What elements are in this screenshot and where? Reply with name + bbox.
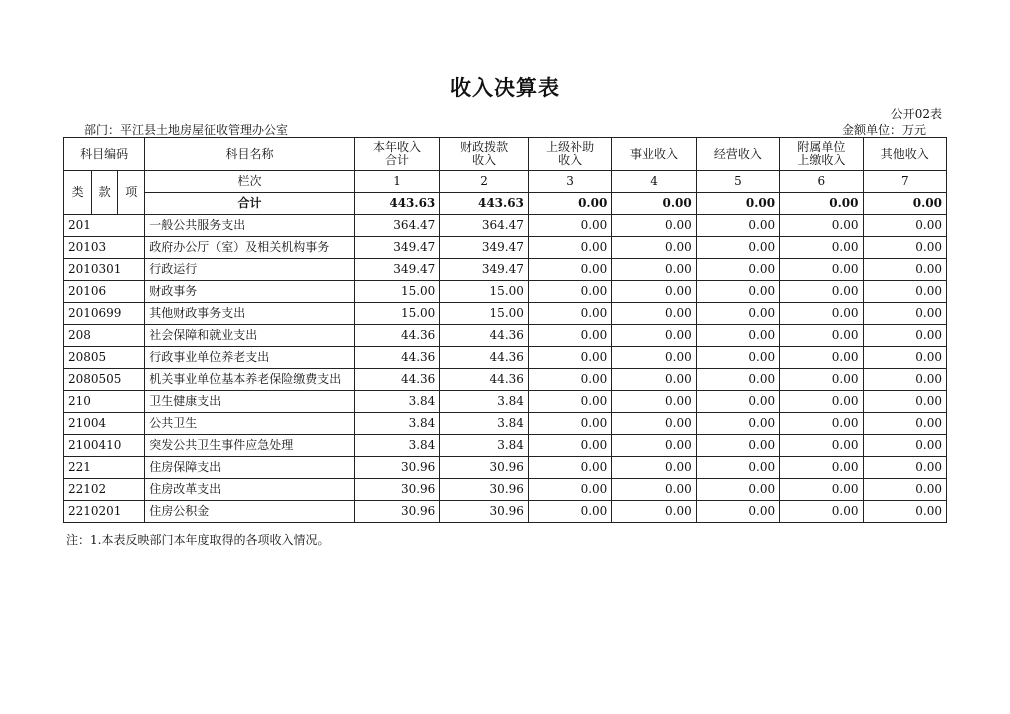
row-name: 其他财政事务支出 — [145, 303, 355, 325]
row-value: 0.00 — [863, 369, 946, 391]
row-value: 0.00 — [612, 369, 696, 391]
row-value: 0.00 — [612, 215, 696, 237]
row-name: 住房公积金 — [145, 501, 355, 523]
row-value: 0.00 — [528, 391, 611, 413]
row-value: 44.36 — [440, 347, 529, 369]
row-name: 机关事业单位基本养老保险缴费支出 — [145, 369, 355, 391]
row-value: 0.00 — [696, 479, 779, 501]
row-value: 0.00 — [863, 435, 946, 457]
row-value: 30.96 — [440, 501, 529, 523]
header-lanci: 栏次 — [145, 171, 355, 193]
row-value: 0.00 — [780, 215, 863, 237]
header-code: 科目编码 — [64, 138, 145, 171]
table-body — [64, 215, 947, 523]
row-value: 0.00 — [696, 325, 779, 347]
footnote: 注：1.本表反映部门本年度取得的各项收入情况。 — [66, 533, 330, 547]
row-value: 0.00 — [696, 215, 779, 237]
row-value: 0.00 — [780, 281, 863, 303]
row-value: 0.00 — [780, 369, 863, 391]
row-value: 0.00 — [863, 391, 946, 413]
row-value: 349.47 — [440, 237, 529, 259]
row-value: 0.00 — [528, 215, 611, 237]
row-code: 2210201 — [64, 501, 145, 523]
row-value: 0.00 — [612, 325, 696, 347]
row-value: 0.00 — [780, 259, 863, 281]
header-affiliated-income: 附属单位 上缴收入 — [780, 138, 863, 171]
row-value: 44.36 — [440, 369, 529, 391]
row-value: 3.84 — [354, 413, 439, 435]
row-name: 行政事业单位养老支出 — [145, 347, 355, 369]
table-row — [64, 347, 947, 369]
row-name: 政府办公厅（室）及相关机构事务 — [145, 237, 355, 259]
row-value: 0.00 — [528, 369, 611, 391]
row-value: 0.00 — [612, 347, 696, 369]
row-value: 0.00 — [863, 303, 946, 325]
row-value: 15.00 — [440, 281, 529, 303]
row-code: 2010699 — [64, 303, 145, 325]
row-value: 0.00 — [780, 479, 863, 501]
col-number: 4 — [612, 171, 696, 193]
row-value: 0.00 — [528, 347, 611, 369]
row-value: 0.00 — [528, 325, 611, 347]
row-value: 0.00 — [528, 237, 611, 259]
total-value: 0.00 — [528, 193, 611, 215]
table-row — [64, 237, 947, 259]
row-value: 0.00 — [528, 259, 611, 281]
total-value: 0.00 — [696, 193, 779, 215]
row-code: 2080505 — [64, 369, 145, 391]
row-value: 0.00 — [528, 457, 611, 479]
row-code: 2010301 — [64, 259, 145, 281]
row-value: 30.96 — [354, 501, 439, 523]
row-name: 住房保障支出 — [145, 457, 355, 479]
row-value: 0.00 — [612, 281, 696, 303]
row-value: 0.00 — [696, 237, 779, 259]
row-value: 30.96 — [354, 479, 439, 501]
row-value: 364.47 — [354, 215, 439, 237]
table-row — [64, 479, 947, 501]
row-value: 0.00 — [696, 413, 779, 435]
row-name: 公共卫生 — [145, 413, 355, 435]
row-value: 0.00 — [780, 237, 863, 259]
table-row — [64, 391, 947, 413]
header-other-income: 其他收入 — [863, 138, 946, 171]
row-name: 财政事务 — [145, 281, 355, 303]
col-number: 7 — [863, 171, 946, 193]
row-value: 349.47 — [440, 259, 529, 281]
total-value: 443.63 — [440, 193, 529, 215]
row-value: 0.00 — [863, 479, 946, 501]
row-value: 3.84 — [440, 435, 529, 457]
row-value: 3.84 — [440, 391, 529, 413]
table-row — [64, 259, 947, 281]
row-value: 0.00 — [780, 457, 863, 479]
col-number: 1 — [354, 171, 439, 193]
row-name: 社会保障和就业支出 — [145, 325, 355, 347]
page-title: 收入决算表 — [450, 76, 560, 100]
row-value: 0.00 — [612, 479, 696, 501]
row-code: 20106 — [64, 281, 145, 303]
row-value: 30.96 — [440, 479, 529, 501]
table-row — [64, 435, 947, 457]
row-code: 201 — [64, 215, 145, 237]
row-name: 突发公共卫生事件应急处理 — [145, 435, 355, 457]
header-name: 科目名称 — [145, 138, 355, 171]
row-value: 0.00 — [863, 215, 946, 237]
row-value: 0.00 — [528, 303, 611, 325]
row-value: 0.00 — [696, 281, 779, 303]
row-name: 卫生健康支出 — [145, 391, 355, 413]
total-label: 合计 — [145, 193, 355, 215]
row-code: 2100410 — [64, 435, 145, 457]
table-row — [64, 303, 947, 325]
row-value: 15.00 — [440, 303, 529, 325]
row-value: 0.00 — [612, 457, 696, 479]
row-value: 0.00 — [696, 435, 779, 457]
row-value: 0.00 — [696, 391, 779, 413]
row-value: 15.00 — [354, 281, 439, 303]
header-total: 本年收入 合计 — [354, 138, 439, 171]
income-table — [63, 137, 947, 523]
row-value: 0.00 — [612, 413, 696, 435]
col-number: 3 — [528, 171, 611, 193]
row-value: 44.36 — [354, 347, 439, 369]
row-value: 0.00 — [863, 457, 946, 479]
total-value: 0.00 — [863, 193, 946, 215]
row-value: 0.00 — [780, 303, 863, 325]
row-value: 349.47 — [354, 259, 439, 281]
row-value: 0.00 — [863, 413, 946, 435]
row-value: 0.00 — [780, 435, 863, 457]
row-name: 一般公共服务支出 — [145, 215, 355, 237]
col-number: 5 — [696, 171, 779, 193]
column-number-row — [64, 171, 947, 193]
row-value: 0.00 — [528, 413, 611, 435]
row-value: 0.00 — [780, 413, 863, 435]
row-value: 0.00 — [696, 259, 779, 281]
amount-unit-label: 金额单位：万元 — [841, 123, 926, 137]
table-row — [64, 413, 947, 435]
row-value: 0.00 — [780, 347, 863, 369]
row-value: 0.00 — [863, 259, 946, 281]
row-value: 0.00 — [612, 435, 696, 457]
row-value: 0.00 — [863, 281, 946, 303]
row-value: 44.36 — [354, 325, 439, 347]
row-value: 44.36 — [440, 325, 529, 347]
row-value: 0.00 — [863, 501, 946, 523]
header-lei: 类 — [64, 171, 92, 215]
table-row — [64, 369, 947, 391]
table-row — [64, 325, 947, 347]
row-value: 30.96 — [354, 457, 439, 479]
total-row — [64, 193, 947, 215]
row-value: 15.00 — [354, 303, 439, 325]
row-value: 0.00 — [528, 501, 611, 523]
header-superior-subsidy: 上级补助 收入 — [528, 138, 611, 171]
row-value: 0.00 — [780, 501, 863, 523]
row-code: 20103 — [64, 237, 145, 259]
row-name: 行政运行 — [145, 259, 355, 281]
row-value: 0.00 — [780, 325, 863, 347]
row-value: 0.00 — [528, 479, 611, 501]
row-name: 住房改革支出 — [145, 479, 355, 501]
row-code: 22102 — [64, 479, 145, 501]
row-value: 0.00 — [612, 237, 696, 259]
header-fiscal: 财政拨款 收入 — [440, 138, 529, 171]
header-xiang: 项 — [118, 171, 145, 215]
row-value: 0.00 — [612, 501, 696, 523]
row-value: 0.00 — [612, 391, 696, 413]
row-code: 20805 — [64, 347, 145, 369]
col-number: 6 — [780, 171, 863, 193]
row-value: 30.96 — [440, 457, 529, 479]
table-row — [64, 457, 947, 479]
header-operating-income: 经营收入 — [696, 138, 779, 171]
row-value: 364.47 — [440, 215, 529, 237]
table-row — [64, 501, 947, 523]
row-value: 0.00 — [612, 303, 696, 325]
row-value: 3.84 — [354, 391, 439, 413]
department-label: 部门：平江县土地房屋征收管理办公室 — [84, 123, 289, 137]
row-value: 0.00 — [696, 457, 779, 479]
row-value: 3.84 — [354, 435, 439, 457]
row-value: 0.00 — [780, 391, 863, 413]
table-row — [64, 281, 947, 303]
header-kuan: 款 — [92, 171, 118, 215]
row-value: 0.00 — [528, 435, 611, 457]
header-row — [64, 138, 947, 171]
row-code: 208 — [64, 325, 145, 347]
row-value: 3.84 — [440, 413, 529, 435]
row-value: 0.00 — [612, 259, 696, 281]
row-value: 0.00 — [863, 325, 946, 347]
row-value: 0.00 — [863, 237, 946, 259]
total-value: 443.63 — [354, 193, 439, 215]
row-value: 0.00 — [696, 303, 779, 325]
row-code: 21004 — [64, 413, 145, 435]
row-value: 349.47 — [354, 237, 439, 259]
col-number: 2 — [440, 171, 529, 193]
row-value: 0.00 — [863, 347, 946, 369]
row-value: 0.00 — [696, 501, 779, 523]
row-value: 0.00 — [696, 347, 779, 369]
form-number: 公开02表 — [890, 107, 942, 121]
row-value: 0.00 — [528, 281, 611, 303]
total-value: 0.00 — [780, 193, 863, 215]
table-row — [64, 215, 947, 237]
row-code: 221 — [64, 457, 145, 479]
header-business-income: 事业收入 — [612, 138, 696, 171]
total-value: 0.00 — [612, 193, 696, 215]
row-value: 44.36 — [354, 369, 439, 391]
row-value: 0.00 — [696, 369, 779, 391]
row-code: 210 — [64, 391, 145, 413]
